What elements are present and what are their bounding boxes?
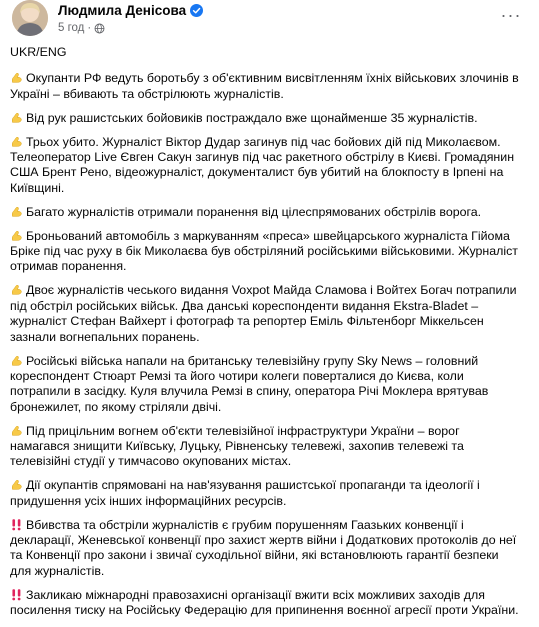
post-paragraph: [10, 229, 522, 275]
flexed-biceps-icon: [10, 283, 23, 296]
post-time[interactable]: 5 год: [58, 22, 85, 34]
paragraph-text: Під прицільним вогнем об'єкти телевізійної інфраструктури України – ворог намагався знищити Київську, Луцьку, Рівненську телевежі, захопив телевежі та телевізійні студії у тимчасово окупованих містах.: [10, 423, 464, 469]
flexed-biceps-icon: [10, 71, 23, 84]
meta-separator: ·: [87, 22, 92, 34]
post-header: [10, 0, 531, 40]
paragraph-text: Вбивства та обстріли журналістів є грубим порушенням Гаазьких конвенції і декларації, Женевської конвенції про захист жертв війни і Додаткових протоколів до неї та Конвенції про закони і звичаї суходільної війни, які встановлюють гарантії безпеки для журналістів.: [10, 517, 517, 578]
flexed-biceps-icon: [10, 205, 23, 218]
author-name[interactable]: Людмила Денісова: [58, 3, 187, 18]
avatar-portrait-icon: [12, 0, 48, 36]
post-paragraph: [10, 135, 522, 197]
post-paragraph: [10, 71, 522, 102]
post-paragraph: [10, 354, 522, 416]
post-body: [10, 45, 522, 627]
flexed-biceps-icon: [10, 424, 23, 437]
flexed-biceps-icon: [10, 229, 23, 242]
author-avatar[interactable]: [12, 0, 48, 36]
flexed-biceps-icon: [10, 111, 23, 124]
more-options-button[interactable]: ···: [500, 4, 522, 25]
paragraph-text: Від рук рашистських бойовиків постраждало вже щонайменше 35 журналістів.: [26, 110, 478, 125]
paragraph-text: Броньований автомобіль з маркуванням «преса» швейцарського журналіста Гійома Бріке під час руху в бік Миколаєва був обстріляний російськими військовими. Журналіст отримав поранення.: [10, 228, 518, 274]
flexed-biceps-icon: [10, 354, 23, 367]
post-paragraph: [10, 111, 522, 126]
paragraph-text: Двоє журналістів чеського видання Voxpot Майда Сламова і Войтех Богач потрапили під обстріл російських військ. Два данські кореспонденти видання Ekstra-Bladet – журналіст Стефан Вайхерт і фотограф та репортер Еміль Фільтенборг Міккельсен зазнали вогнепальних поранень.: [10, 283, 517, 344]
post-language-tag: UKR/ENG: [10, 45, 67, 59]
double-exclamation-icon: [10, 518, 23, 531]
paragraph-text: Дії окупантів спрямовані на нав'язування рашистської пропаганди та ідеології і придушення усіх інших інформаційних ресурсів.: [10, 478, 480, 508]
flexed-biceps-icon: [10, 135, 23, 148]
paragraph-text: Трьох убито. Журналіст Віктор Дудар загинув під час бойових дій під Миколаєвом. Телеоператор Live Євген Сакун загинув під час ракетного обстрілу в Києві. Громадянин США Брент Рено, відеожурналіст, документалист був убитий на блокпосту в Ірпені на Київщині.: [10, 134, 515, 195]
author-line: [58, 3, 203, 18]
post-paragraph: [10, 205, 522, 220]
post-paragraph: [10, 518, 522, 580]
post-meta: [58, 22, 105, 34]
paragraph-text: Окупанти РФ ведуть боротьбу з об'єктивним висвітленням їхніх військових злочинів в Україні – вбивають та обстрілюють журналістів.: [10, 71, 519, 101]
globe-icon: [94, 23, 105, 34]
post-paragraph: [10, 283, 522, 345]
post-paragraph: [10, 424, 522, 470]
post-paragraph: [10, 478, 522, 509]
post-paragraph: [10, 588, 522, 619]
post-paragraphs: [10, 71, 522, 618]
paragraph-text: Багато журналістів отримали поранення від цілеспрямованих обстрілів ворога.: [26, 204, 482, 219]
paragraph-text: Закликаю міжнародні правозахисні організації вжити всіх можливих заходів для посилення тиску на Російську Федерацію для припинення воєнної агресії проти України.: [10, 587, 519, 618]
flexed-biceps-icon: [10, 478, 23, 491]
double-exclamation-icon: [10, 588, 23, 601]
paragraph-text: Російські війська напали на британську телевізійну групу Sky News – головний кореспондент Стюарт Ремзі та його чотири колеги поверталися до Києва, коли потрапили в засідку. Куля влучила Ремзі в спину, оператора Річі Моклера врятував бронежилет, по якому стріляли двічі.: [10, 353, 489, 414]
verified-badge-icon: [190, 4, 203, 17]
